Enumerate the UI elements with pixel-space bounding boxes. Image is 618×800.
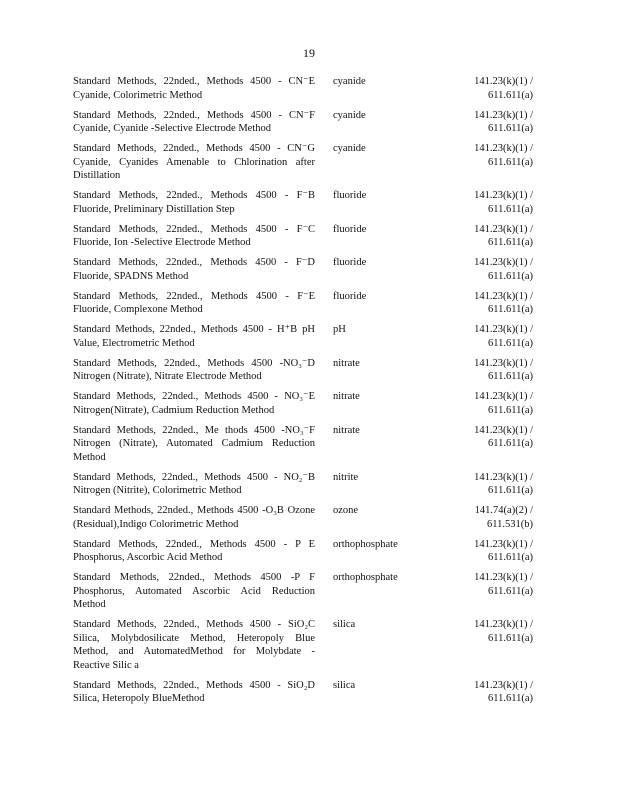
method-description: Standard Methods, 22nded., Methods 4500 -O₃B Ozone (Residual),Indigo Colorimetric Method: [73, 505, 315, 530]
citation: [435, 223, 533, 250]
citation: [435, 323, 533, 350]
citation-federal: 141.23(k)(1) /: [474, 471, 533, 483]
citation: [435, 290, 533, 317]
analyte: nitrate: [333, 424, 360, 436]
analyte: orthophosphate: [333, 538, 398, 550]
table-row: [73, 679, 533, 706]
citation: [435, 679, 533, 706]
citation: [435, 571, 533, 612]
method-description: Standard Methods, 22nded., Methods 4500 -P F Phosphorus, Automated Ascorbic Acid Reduction Method: [73, 572, 315, 610]
table-row: [73, 471, 533, 498]
method-description: Standard Methods, 22nded., Methods 4500 - F⁻B Fluoride, Preliminary Distillation Step: [73, 190, 315, 215]
table-row: [73, 357, 533, 384]
citation: [435, 618, 533, 672]
citation-federal: 141.23(k)(1) /: [474, 143, 533, 154]
citation-federal: 141.74(a)(2) /: [474, 505, 533, 516]
table-row: [73, 142, 533, 183]
citation: [435, 189, 533, 216]
table-row: [73, 223, 533, 250]
citation-state: 611.611(a): [488, 585, 533, 597]
citation-federal: 141.23(k)(1) /: [474, 679, 533, 691]
citation-state: 611.611(a): [488, 404, 533, 416]
table-row: [73, 424, 533, 465]
citation-state: 611.611(a): [488, 632, 533, 644]
table-row: [73, 538, 533, 565]
citation-state: 611.611(a): [488, 337, 533, 349]
citation-federal: 141.23(k)(1) /: [474, 357, 533, 369]
method-description: Standard Methods, 22nded., Methods 4500 - F⁻E Fluoride, Complexone Method: [73, 290, 315, 315]
method-description: Standard Methods, 22nded., Methods 4500 - CN⁻E Cyanide, Colorimetric Method: [73, 76, 315, 101]
citation-state: 611.611(a): [488, 485, 533, 496]
analyte: ozone: [333, 505, 359, 516]
citation-federal: 141.23(k)(1) /: [474, 391, 533, 402]
citation: [435, 109, 533, 136]
citation-state: 611.611(a): [488, 270, 533, 282]
citation: [435, 424, 533, 465]
citation-state: 611.611(a): [488, 237, 533, 248]
method-description: Standard Methods, 22nded., Me thods 4500 -NO₃⁻F Nitrogen (Nitrate), Automated Cadmium Reduction Method: [73, 424, 315, 463]
analyte: fluoride: [333, 190, 367, 201]
analyte: cyanide: [333, 109, 366, 121]
table-row: [73, 256, 533, 283]
analyte: cyanide: [333, 76, 366, 87]
analyte: cyanide: [333, 143, 366, 154]
citation-federal: 141.23(k)(1) /: [474, 223, 533, 235]
citation-state: 611.611(a): [488, 438, 533, 449]
analyte: fluoride: [333, 290, 367, 302]
citation: [435, 504, 533, 531]
citation: [435, 471, 533, 498]
citation-federal: 141.23(k)(1) /: [474, 538, 533, 550]
method-description: Standard Methods, 22nded., Methods 4500 - H⁺B pH Value, Electrometric Method: [73, 324, 315, 349]
method-description: Standard Methods, 22nded., Methods 4500 - P E Phosphorus, Ascorbic Acid Method: [73, 538, 315, 563]
analyte: fluoride: [333, 223, 367, 235]
methods-table: [73, 75, 533, 712]
method-description: Standard Methods, 22nded., Methods 4500 - CN⁻F Cyanide, Cyanide -Selective Electrode Method: [73, 109, 315, 134]
citation: [435, 75, 533, 102]
citation-federal: 141.23(k)(1) /: [474, 619, 533, 630]
citation-federal: 141.23(k)(1) /: [474, 424, 533, 436]
citation-federal: 141.23(k)(1) /: [474, 290, 533, 302]
citation-state: 611.611(a): [488, 552, 533, 563]
analyte: silica: [333, 679, 356, 691]
table-row: [73, 323, 533, 350]
page-number: 19: [303, 46, 315, 60]
table-row: [73, 571, 533, 612]
method-description: Standard Methods, 22nded., Methods 4500 -NO₃⁻D Nitrogen (Nitrate), Nitrate Electrode Method: [73, 357, 315, 382]
analyte: silica: [333, 619, 356, 630]
table-row: [73, 75, 533, 102]
citation-federal: 141.23(k)(1) /: [474, 76, 533, 87]
citation: [435, 538, 533, 565]
citation-state: 611.611(a): [488, 304, 533, 315]
citation-state: 611.531(b): [487, 518, 533, 530]
table-row: [73, 109, 533, 136]
method-description: Standard Methods, 22nded., Methods 4500 - SiO₂D Silica, Heteropoly BlueMethod: [73, 679, 315, 704]
analyte: nitrate: [333, 391, 360, 402]
method-description: Standard Methods, 22nded., Methods 4500 - F⁻C Fluoride, Ion -Selective Electrode Method: [73, 223, 315, 248]
citation-state: 611.611(a): [488, 371, 533, 382]
table-row: [73, 390, 533, 417]
citation-state: 611.611(a): [488, 203, 533, 215]
citation-federal: 141.23(k)(1) /: [474, 324, 533, 335]
method-description: Standard Methods, 22nded., Methods 4500 - SiO₂C Silica, Molybdosilicate Method, Heteropoly Blue Method, and AutomatedMethod for Molybdate - Reactive Silic a: [73, 619, 315, 671]
citation: [435, 256, 533, 283]
citation: [435, 142, 533, 183]
method-description: Standard Methods, 22nded., Methods 4500 - NO₂⁻B Nitrogen (Nitrite), Colorimetric Method: [73, 471, 315, 496]
citation-federal: 141.23(k)(1) /: [474, 572, 533, 583]
analyte: nitrite: [333, 471, 359, 483]
analyte: fluoride: [333, 257, 367, 268]
method-description: Standard Methods, 22nded., Methods 4500 - CN⁻G Cyanide, Cyanides Amenable to Chlorination after Distillation: [73, 143, 315, 181]
table-row: [73, 504, 533, 531]
citation-state: 611.611(a): [488, 693, 533, 704]
table-row: [73, 189, 533, 216]
citation-state: 611.611(a): [488, 156, 533, 168]
analyte: orthophosphate: [333, 572, 398, 583]
citation-federal: 141.23(k)(1) /: [474, 190, 533, 201]
analyte: pH: [333, 324, 346, 335]
table-row: [73, 290, 533, 317]
method-description: Standard Methods, 22nded., Methods 4500 - NO₃⁻E Nitrogen(Nitrate), Cadmium Reduction Method: [73, 391, 315, 416]
method-description: Standard Methods, 22nded., Methods 4500 - F⁻D Fluoride, SPADNS Method: [73, 257, 315, 282]
citation: [435, 390, 533, 417]
citation-federal: 141.23(k)(1) /: [474, 109, 533, 121]
citation-state: 611.611(a): [488, 123, 533, 134]
analyte: nitrate: [333, 357, 360, 369]
citation: [435, 357, 533, 384]
table-row: [73, 618, 533, 672]
citation-state: 611.611(a): [488, 89, 533, 101]
citation-federal: 141.23(k)(1) /: [474, 257, 533, 268]
